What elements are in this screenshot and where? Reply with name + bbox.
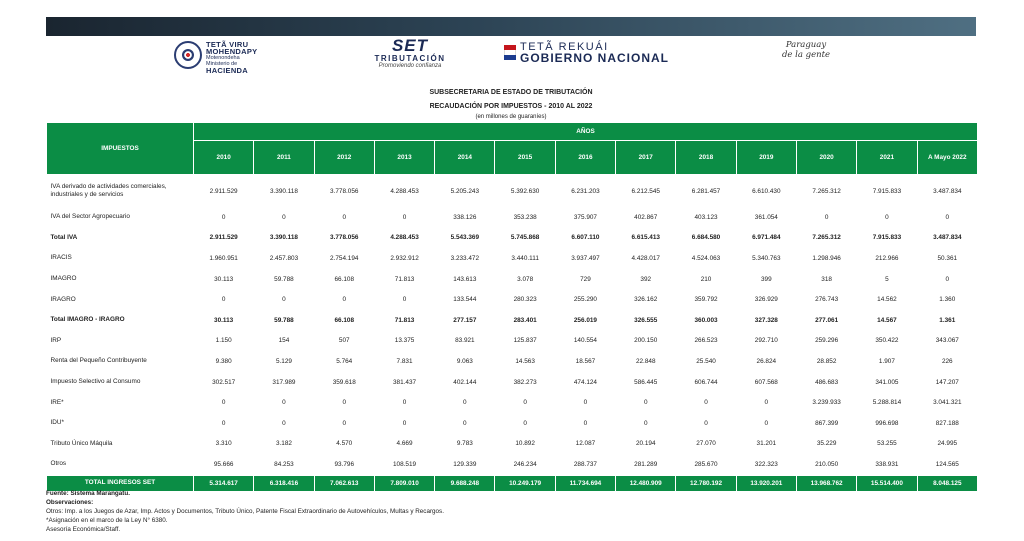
value-cell: 0 (824, 213, 829, 221)
value-cell: 283.401 (513, 316, 537, 324)
value-cell: 84.253 (274, 460, 294, 468)
gobierno-line1: TETÃ REKUÁI (520, 41, 609, 53)
row-label: IRAGRO (50, 295, 76, 303)
table-row (47, 392, 978, 413)
value-cell: 13.375 (394, 337, 415, 345)
value-cell: 996.698 (875, 419, 899, 427)
total-value-cell: 15.514.400 (857, 475, 917, 491)
value-cell: 277.061 (815, 316, 839, 324)
value-cell: 154 (278, 337, 290, 345)
total-value-cell: 11.734.694 (555, 475, 615, 491)
table-row (47, 434, 978, 455)
notes (46, 489, 976, 534)
year-header-cell: 2013 (374, 141, 434, 175)
set-logo (350, 38, 470, 70)
value-cell: 256.019 (573, 316, 597, 324)
value-cell: 867.399 (815, 419, 839, 427)
impuestos-header: IMPUESTOS (47, 123, 194, 175)
value-cell: 729 (580, 275, 591, 283)
value-cell: 10.892 (515, 440, 535, 448)
value-cell: 0 (342, 399, 347, 407)
value-cell: 210 (700, 275, 712, 283)
year-header-cell: 2015 (495, 141, 555, 175)
total-value-cell: 9.688.248 (435, 475, 495, 491)
year-header-cell: 2017 (616, 141, 676, 175)
value-cell: 124.565 (935, 460, 959, 468)
table-row (47, 269, 978, 290)
value-cell: 0 (643, 399, 648, 407)
year-header-cell: 2011 (254, 141, 314, 175)
value-cell: 93.796 (334, 460, 355, 468)
value-cell: 0 (402, 419, 407, 427)
value-cell: 486.683 (815, 378, 839, 386)
row-label: Impuesto Selectivo al Consumo (50, 378, 141, 386)
report-subtitle: RECAUDACIÓN POR IMPUESTOS - 2010 AL 2022 (429, 103, 593, 110)
value-cell: 318 (821, 275, 832, 283)
mh-line1: TETÃ VIRU (206, 40, 249, 49)
value-cell: 0 (885, 213, 889, 221)
value-cell: 7.915.833 (872, 234, 902, 242)
value-cell: 200.150 (634, 337, 658, 345)
note-asesoria: Asesoría Económica/Staff. (46, 526, 121, 533)
value-cell: 7.831 (396, 357, 413, 365)
value-cell: 22.848 (635, 357, 656, 365)
value-cell: 4.570 (336, 440, 353, 448)
table-row (47, 454, 978, 475)
value-cell: 6.281.457 (691, 187, 721, 195)
value-cell: 0 (643, 419, 648, 427)
value-cell: 35.229 (816, 440, 837, 448)
value-cell: 9.783 (456, 440, 473, 448)
value-cell: 5.764 (336, 357, 353, 365)
value-cell: 0 (463, 419, 467, 427)
value-cell: 3.440.111 (511, 254, 539, 262)
slogan-line2: de la gente (781, 50, 831, 60)
value-cell: 0 (704, 419, 708, 427)
paraguay-flag-icon (504, 45, 516, 60)
value-cell: 0 (342, 296, 347, 304)
value-cell: 280.323 (513, 296, 537, 304)
logo-row (46, 38, 976, 74)
value-cell: 133.544 (453, 296, 477, 304)
value-cell: 9.063 (456, 357, 473, 365)
mh-line5: HACIENDA (206, 66, 248, 75)
value-cell: 129.339 (453, 460, 477, 468)
row-label: IRP (50, 336, 62, 344)
value-cell: 125.837 (513, 337, 537, 345)
table-row (47, 228, 978, 249)
value-cell: 5 (885, 275, 889, 283)
value-cell: 6.684.580 (691, 234, 721, 242)
value-cell: 4.524.063 (691, 254, 721, 262)
value-cell: 0 (282, 213, 286, 221)
note-asignacion: *Asignación en el marco de la Ley N° 6380. (46, 517, 168, 524)
total-value-cell: 13.920.201 (736, 475, 796, 491)
value-cell: 403.123 (694, 213, 718, 221)
value-cell: 259.296 (815, 337, 839, 345)
value-cell: 507 (338, 337, 350, 345)
value-cell: 1.960.951 (209, 254, 238, 262)
value-cell: 0 (402, 213, 407, 221)
value-cell: 5.340.763 (752, 254, 781, 262)
value-cell: 2.457.803 (269, 254, 299, 262)
row-label: IRE* (50, 398, 64, 406)
value-cell: 5.392.630 (510, 187, 540, 195)
value-cell: 0 (945, 213, 950, 221)
value-cell: 27.070 (696, 440, 716, 448)
value-cell: 7.265.312 (812, 187, 841, 195)
table-row (47, 413, 978, 434)
value-cell: 350.422 (875, 337, 899, 345)
value-cell: 12.087 (575, 440, 596, 448)
value-cell: 326.929 (754, 296, 778, 304)
total-label: TOTAL INGRESOS SET (47, 475, 194, 491)
value-cell: 226 (941, 357, 953, 365)
revenue-table (46, 122, 978, 492)
value-cell: 292.710 (754, 337, 778, 345)
value-cell: 0 (764, 419, 769, 427)
value-cell: 7.265.312 (812, 234, 841, 242)
value-cell: 0 (583, 399, 588, 407)
value-cell: 341.005 (875, 378, 899, 386)
value-cell: 4.288.453 (390, 234, 419, 242)
row-label: Total IMAGRO - IRAGRO (50, 316, 125, 324)
value-cell: 210.050 (815, 460, 839, 468)
value-cell: 3.310 (215, 440, 232, 448)
note-fuente: Fuente: Sistema Marangatu. (46, 490, 130, 497)
table-row (47, 372, 978, 393)
value-cell: 0 (221, 296, 226, 304)
value-cell: 6.615.413 (631, 234, 660, 242)
row-label: Renta del Pequeño Contribuyente (50, 357, 147, 365)
value-cell: 0 (282, 296, 286, 304)
value-cell: 2.932.912 (390, 254, 419, 262)
value-cell: 14.567 (877, 316, 897, 324)
value-cell: 399 (760, 275, 772, 283)
year-header-cell: 2020 (796, 141, 856, 175)
value-cell: 30.113 (214, 316, 234, 324)
value-cell: 147.207 (935, 378, 959, 386)
row-label: IMAGRO (50, 275, 77, 283)
value-cell: 143.613 (453, 275, 477, 283)
value-cell: 322.323 (754, 460, 778, 468)
value-cell: 1.361 (939, 316, 956, 324)
value-cell: 212.966 (875, 254, 899, 262)
year-header-cell: 2010 (194, 141, 254, 175)
row-label: IVA del Sector Agropecuario (50, 213, 130, 221)
year-header-cell: 2019 (736, 141, 796, 175)
table-row (47, 289, 978, 310)
table-row (47, 175, 978, 208)
value-cell: 359.792 (694, 296, 718, 304)
total-value-cell: 12.480.909 (616, 475, 676, 491)
hacienda-logo-text (206, 41, 316, 74)
value-cell: 0 (221, 419, 226, 427)
table-row (47, 351, 978, 372)
value-cell: 59.788 (274, 316, 294, 324)
table-row (47, 248, 978, 269)
value-cell: 586.445 (634, 378, 658, 386)
value-cell: 255.290 (573, 296, 597, 304)
value-cell: 281.289 (634, 460, 658, 468)
value-cell: 0 (342, 213, 347, 221)
value-cell: 4.669 (396, 440, 413, 448)
value-cell: 246.234 (513, 460, 537, 468)
value-cell: 5.745.868 (510, 234, 540, 242)
value-cell: 6.231.203 (571, 187, 600, 195)
value-cell: 0 (523, 419, 527, 427)
total-value-cell: 7.062.613 (314, 475, 374, 491)
report-title: SUBSECRETARIA DE ESTADO DE TRIBUTACIÓN (429, 89, 593, 96)
value-cell: 338.126 (453, 213, 477, 221)
value-cell: 607.568 (754, 378, 778, 386)
value-cell: 53.255 (877, 440, 897, 448)
value-cell: 277.157 (453, 316, 477, 324)
value-cell: 402.867 (634, 213, 658, 221)
value-cell: 3.390.118 (269, 234, 298, 242)
value-cell: 26.824 (756, 357, 777, 365)
value-cell: 0 (945, 275, 950, 283)
value-cell: 0 (282, 399, 286, 407)
value-cell: 6.610.430 (752, 187, 781, 195)
total-value-cell: 10.249.179 (495, 475, 555, 491)
value-cell: 1.360 (939, 296, 956, 304)
table-body (47, 175, 978, 492)
value-cell: 66.108 (334, 275, 355, 283)
value-cell: 50.361 (937, 254, 958, 262)
top-banner (46, 17, 976, 36)
value-cell: 3.233.472 (450, 254, 480, 262)
value-cell: 0 (221, 213, 226, 221)
value-cell: 59.788 (274, 275, 294, 283)
value-cell: 140.554 (573, 337, 597, 345)
value-cell: 606.744 (694, 378, 718, 386)
value-cell: 25.540 (696, 357, 716, 365)
value-cell: 317.989 (272, 378, 296, 386)
value-cell: 326.162 (634, 296, 658, 304)
value-cell: 4.288.453 (390, 187, 419, 195)
gobierno-line2: GOBIERNO NACIONAL (520, 51, 669, 65)
value-cell: 66.108 (334, 316, 355, 324)
total-value-cell: 5.314.617 (194, 475, 254, 491)
row-label: IDU* (50, 419, 64, 427)
note-observaciones: Observaciones: (46, 499, 94, 506)
value-cell: 20.194 (635, 440, 656, 448)
value-cell: 0 (402, 399, 407, 407)
row-label: Total IVA (50, 233, 78, 241)
value-cell: 71.813 (394, 275, 415, 283)
value-cell: 359.618 (332, 378, 356, 386)
value-cell: 375.907 (573, 213, 597, 221)
value-cell: 402.144 (453, 378, 477, 386)
value-cell: 0 (282, 419, 286, 427)
gobierno-logo (520, 42, 669, 64)
value-cell: 95.666 (213, 460, 234, 468)
value-cell: 353.238 (513, 213, 537, 221)
value-cell: 474.124 (573, 378, 597, 386)
value-cell: 0 (704, 399, 708, 407)
value-cell: 31.201 (756, 440, 777, 448)
value-cell: 0 (523, 399, 527, 407)
value-cell: 18.567 (575, 357, 596, 365)
hacienda-seal-icon (174, 41, 202, 69)
value-cell: 28.852 (816, 357, 837, 365)
value-cell: 0 (221, 399, 226, 407)
value-cell: 2.911.529 (209, 187, 238, 195)
value-cell: 3.937.497 (571, 254, 600, 262)
value-cell: 14.563 (515, 357, 535, 365)
value-cell: 302.517 (212, 378, 236, 386)
set-name: TRIBUTACIÓN (374, 54, 446, 63)
year-header-cell: 2012 (314, 141, 374, 175)
row-label: Tributo Único Máquila (50, 439, 113, 447)
value-cell: 382.273 (513, 378, 537, 386)
value-cell: 3.487.834 (933, 234, 962, 242)
value-cell: 108.519 (392, 460, 417, 468)
value-cell: 0 (764, 399, 769, 407)
value-cell: 285.670 (694, 460, 718, 468)
row-label: Otros (50, 460, 67, 468)
value-cell: 5.543.369 (450, 234, 480, 242)
row-label: IRACIS (50, 254, 72, 262)
year-header-cell: 2018 (676, 141, 736, 175)
value-cell: 3.182 (275, 440, 292, 448)
value-cell: 6.971.484 (752, 234, 781, 242)
total-value-cell: 13.968.762 (796, 475, 856, 491)
value-cell: 276.743 (815, 296, 839, 304)
value-cell: 0 (402, 296, 407, 304)
value-cell: 2.754.194 (330, 254, 359, 262)
value-cell: 0 (583, 419, 588, 427)
value-cell: 14.562 (877, 296, 897, 304)
value-cell: 1.150 (215, 337, 232, 345)
mh-line3: Motenondeha (206, 55, 240, 61)
set-slogan: Promoviendo confianza (378, 63, 442, 69)
note-otros: Otros: Imp. a los Juegos de Azar, Imp. Actos y Documentos, Tributo Único, Patente Fiscal Extraordinario de Autovehículos, Multas y Recargos. (46, 508, 444, 515)
value-cell: 392 (640, 275, 652, 283)
slogan-line1: Paraguay (785, 40, 827, 50)
value-cell: 3.041.321 (933, 399, 962, 407)
value-cell: 5.288.814 (872, 399, 902, 407)
year-header-cell: 2016 (555, 141, 615, 175)
value-cell: 24.995 (937, 440, 958, 448)
value-cell: 1.907 (878, 357, 895, 365)
value-cell: 83.921 (455, 337, 475, 345)
value-cell: 327.328 (754, 316, 778, 324)
value-cell: 3.078 (517, 275, 534, 283)
table-row (47, 207, 978, 228)
year-header-cell: 2014 (435, 141, 495, 175)
value-cell: 0 (342, 419, 347, 427)
mh-line4: Ministerio de (206, 61, 238, 67)
value-cell: 343.067 (935, 337, 959, 345)
value-cell: 326.555 (634, 316, 658, 324)
year-header-cell: 2021 (857, 141, 917, 175)
value-cell: 381.437 (392, 378, 417, 386)
value-cell: 3.778.056 (330, 234, 359, 242)
value-cell: 3.778.056 (330, 187, 359, 195)
value-cell: 6.212.545 (631, 187, 660, 195)
value-cell: 9.380 (215, 357, 232, 365)
value-cell: 266.523 (694, 337, 718, 345)
value-cell: 2.911.529 (209, 234, 238, 242)
value-cell: 5.129 (275, 357, 292, 365)
paraguay-slogan (771, 40, 841, 60)
report-titles (46, 87, 976, 123)
total-value-cell: 6.318.416 (254, 475, 314, 491)
value-cell: 7.915.833 (872, 187, 902, 195)
report-units: (en millones de guaraníes) (475, 114, 547, 120)
value-cell: 5.205.243 (450, 187, 480, 195)
years-header: AÑOS (194, 123, 978, 141)
row-label: IVA derivado de actividades comerciales, industriales y de servicios (50, 183, 167, 198)
value-cell: 3.390.118 (269, 187, 298, 195)
value-cell: 338.931 (875, 460, 899, 468)
value-cell: 0 (463, 399, 467, 407)
year-header-cell: A Mayo 2022 (917, 141, 977, 175)
value-cell: 6.607.110 (571, 234, 600, 242)
value-cell: 361.054 (754, 213, 778, 221)
total-value-cell: 7.809.010 (374, 475, 434, 491)
table-row (47, 331, 978, 352)
value-cell: 360.003 (694, 316, 718, 324)
value-cell: 1.298.946 (812, 254, 841, 262)
value-cell: 4.428.017 (631, 254, 660, 262)
table-row (47, 310, 978, 331)
value-cell: 288.737 (573, 460, 597, 468)
total-value-cell: 12.780.192 (676, 475, 736, 491)
value-cell: 3.487.834 (933, 187, 962, 195)
total-value-cell: 8.048.125 (917, 475, 977, 491)
set-mark: SET (391, 36, 429, 55)
value-cell: 827.188 (935, 419, 959, 427)
mh-line2: MOHENDAPY (206, 47, 258, 56)
value-cell: 71.813 (394, 316, 415, 324)
value-cell: 3.239.933 (812, 399, 841, 407)
value-cell: 30.113 (214, 275, 234, 283)
